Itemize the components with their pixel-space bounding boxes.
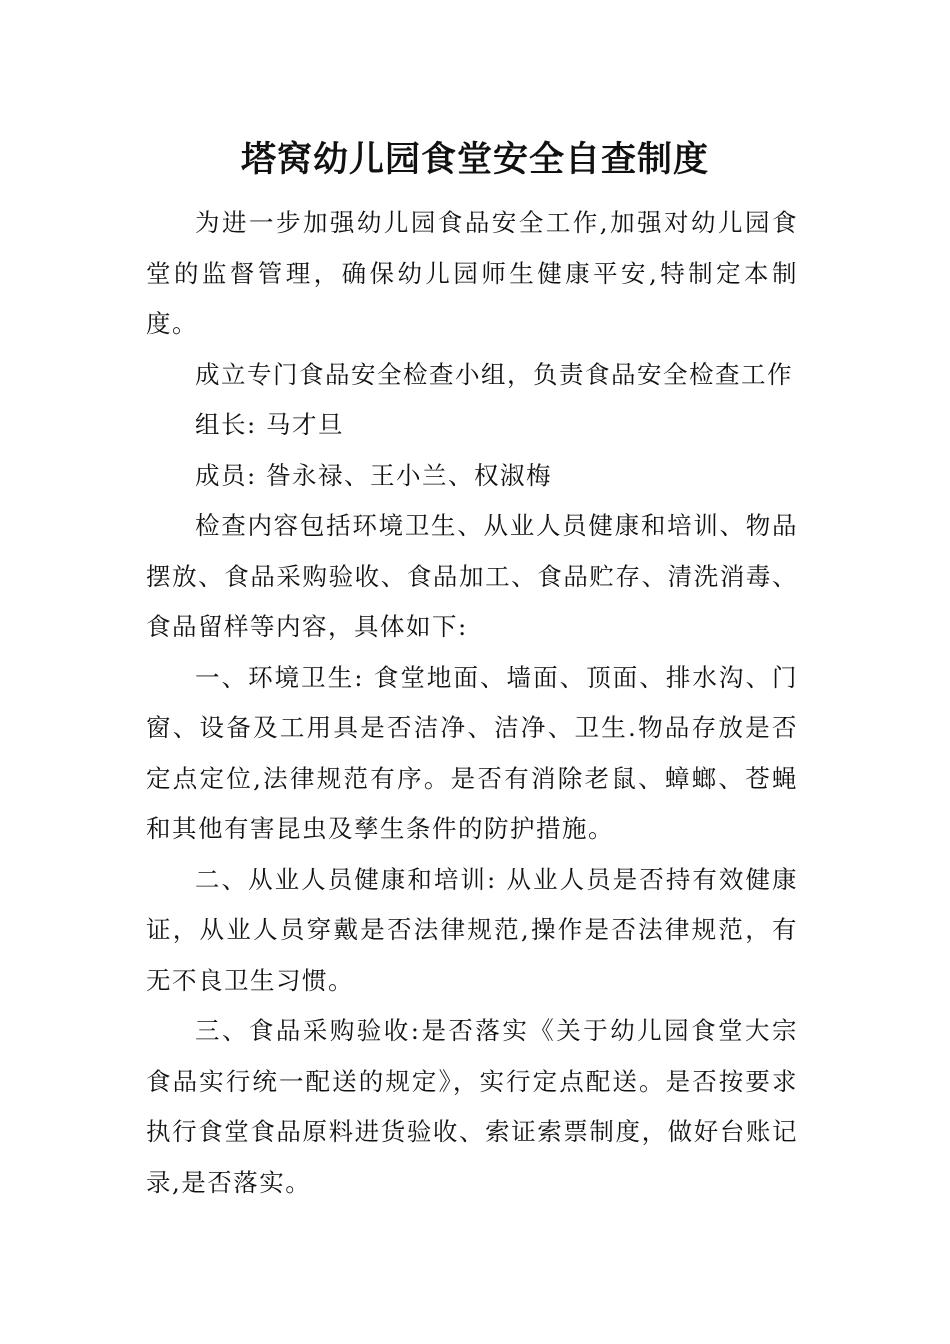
intro-paragraph: 为进一步加强幼儿园食品安全工作,加强对幼儿园食堂的监督管理，确保幼儿园师生健康平安,特制定本制度。 (146, 208, 798, 338)
members-line: 成员: 昝永禄、王小兰、权淑梅 (195, 460, 553, 490)
section-staff-health: 二、从业人员健康和培训: 从业人员是否持有效健康证，从业人员穿戴是否法律规范,操作是否法律规范，有无不良卫生习惯。 (146, 864, 798, 995)
section-procurement: 三、食品采购验收:是否落实《关于幼儿园食堂大宗食品实行统一配送的规定》，实行定点配送。是否按要求执行食堂食品原料进货验收、索证索票制度，做好台账记录,是否落实。 (146, 1016, 798, 1197)
team-paragraph: 成立专门食品安全检查小组，负责食品安全检查工作 (195, 359, 793, 389)
leader-line: 组长: 马才旦 (195, 410, 345, 439)
scope-paragraph: 检查内容包括环境卫生、从业人员健康和培训、物品摆放、食品采购验收、食品加工、食品贮存、清洗消毒、食品留样等内容，具体如下: (146, 511, 798, 641)
document-body (146, 198, 798, 1208)
section-environment: 一、环境卫生: 食堂地面、墙面、顶面、排水沟、门窗、设备及工用具是否洁净、洁净、卫生.物品存放是否定点定位,法律规范有序。是否有消除老鼠、蟑螂、苍蝇和其他有害昆虫及孳生条件的防护措施。 (146, 662, 798, 843)
document-title: 塔窝幼儿园食堂安全自查制度 (240, 139, 709, 180)
